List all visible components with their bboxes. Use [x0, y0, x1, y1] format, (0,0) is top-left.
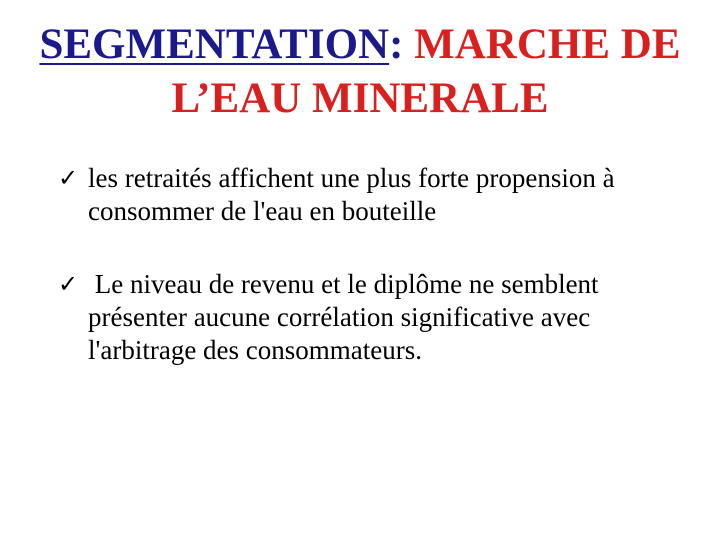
bullet-text: Le niveau de revenu et le diplôme ne semblent présenter aucune corrélation significative avec l'arbitrage des consommateurs. — [88, 269, 606, 365]
checkmark-icon: ✓ — [58, 270, 79, 298]
title-subject: MARCHE DE L’EAU MINERALE — [171, 21, 681, 122]
slide-title — [0, 18, 720, 126]
bullet-item-retraites — [58, 162, 678, 228]
bullet-list — [58, 162, 678, 367]
title-keyword: SEGMENTATION — [39, 21, 390, 68]
title-colon: : — [389, 21, 404, 68]
checkmark-icon: ✓ — [58, 164, 79, 192]
bullet-item-revenu — [58, 268, 678, 367]
bullet-text: les retraités affichent une plus forte propension à consommer de l'eau en bouteille — [88, 163, 615, 226]
